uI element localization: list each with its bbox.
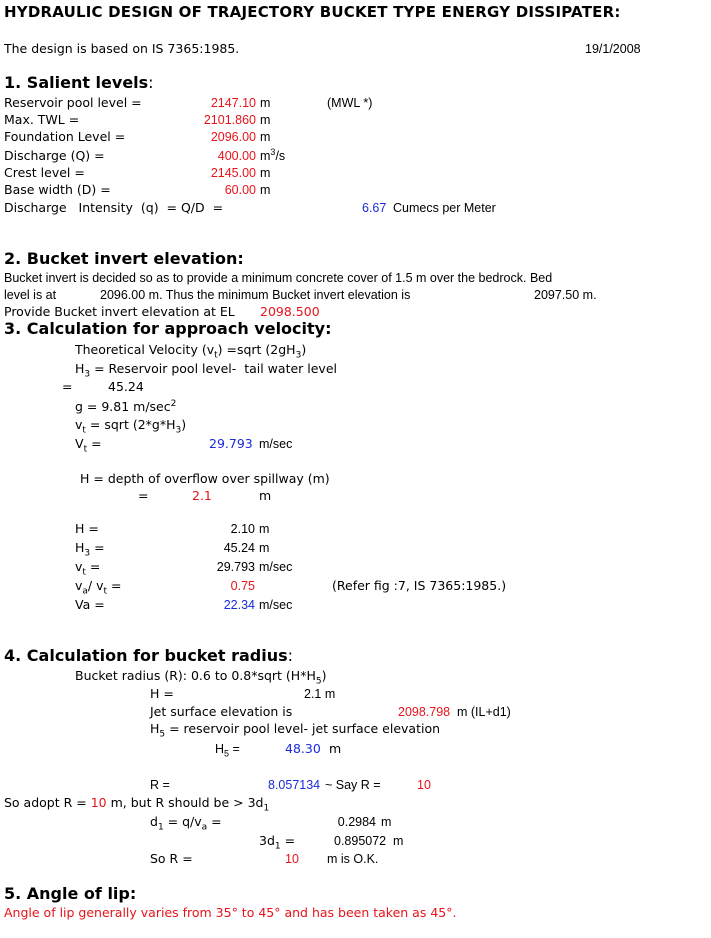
h3-equals-sign: =	[62, 379, 73, 394]
section-1-heading	[4, 75, 154, 91]
d1-label: $d_1 = q/v_a$ =	[150, 814, 222, 833]
overflow-depth-equals: =	[138, 488, 149, 503]
so-r-label: So R =	[150, 851, 193, 866]
summary-h-unit: m	[259, 522, 270, 536]
d1-unit: m	[381, 815, 392, 829]
angle-of-lip-text: Angle of lip generally varies from 35° to 45° and has been taken as 45°.	[4, 905, 457, 920]
max-twl-unit: m	[260, 113, 271, 127]
gravity-definition: g = 9.81 $m/\sec^2$	[75, 398, 177, 414]
discharge-unit: $m^3/s$	[260, 146, 286, 163]
bucket-invert-text-3: Provide Bucket invert elevation at EL	[4, 304, 235, 319]
summary-va-label: Va =	[75, 597, 105, 612]
summary-ratio-label: $v_a/$ $v_t$ =	[75, 578, 122, 597]
h3-value: 45.24	[108, 379, 144, 394]
radius-adopted-value: 10	[417, 778, 431, 792]
document-date: 19/1/2008	[585, 42, 641, 56]
vt-formula: $v_t$ = sqrt $(2*g*H_3)$	[75, 417, 187, 436]
bucket-invert-text-2b: 2096.00 m. Thus the minimum Bucket invert elevation is	[100, 288, 411, 302]
summary-h3-unit: m	[259, 541, 270, 555]
h3-definition: $H_3$ = Reservoir pool level- tail water level	[75, 361, 337, 380]
reservoir-pool-label: Reservoir pool level =	[4, 95, 142, 110]
so-r-value: 10	[285, 852, 299, 866]
jet-surface-value: 2098.798	[398, 705, 451, 719]
max-twl-label: Max. TWL =	[4, 112, 80, 127]
summary-h3-label: $H_3$ =	[75, 540, 105, 559]
design-basis: The design is based on IS 7365:1985.	[4, 41, 240, 56]
radius-h-label: H =	[150, 686, 174, 701]
vt-result-label: $V_t$ =	[75, 436, 102, 455]
section-1-colon: :	[148, 73, 154, 92]
reservoir-pool-value: 2147.10	[210, 96, 256, 110]
min-bucket-invert-value: 2097.50 m.	[534, 288, 597, 302]
section-5-heading: 5. Angle of lip:	[4, 884, 137, 903]
summary-vt-value: 29.793	[216, 560, 255, 574]
overflow-depth-value: 2.1	[192, 488, 212, 503]
vt-result-value: 29.793	[209, 436, 253, 451]
section-1-title: Salient levels	[26, 73, 149, 92]
theoretical-velocity-definition: Theoretical Velocity $(v_t)$ =sqrt $(2gH_3)$	[75, 342, 307, 361]
max-twl-value: 2101.860	[203, 113, 256, 127]
summary-vt-label: $v_t$ =	[75, 559, 101, 578]
radius-say-label: ~ Say R =	[325, 778, 381, 792]
summary-h-label: H =	[75, 521, 99, 536]
summary-vt-unit: m/sec	[259, 560, 293, 574]
discharge-label: Discharge (Q) =	[4, 148, 105, 163]
three-d1-value: 0.895072	[334, 834, 387, 848]
discharge-intensity-value: 6.67	[362, 201, 387, 215]
summary-va-value: 22.34	[223, 598, 255, 612]
summary-ratio-note: (Refer fig :7, IS 7365:1985.)	[332, 578, 507, 593]
section-2-heading: 2. Bucket invert elevation:	[4, 249, 244, 268]
radius-r-label: R =	[150, 778, 170, 792]
base-width-value: 60.00	[224, 183, 256, 197]
base-width-unit: m	[260, 183, 271, 197]
three-d1-label: $3d_1$ =	[259, 833, 296, 852]
section-4-number: 4.	[4, 646, 22, 665]
vt-result-unit: m/sec	[259, 437, 293, 451]
bucket-invert-text-1: Bucket invert is decided so as to provide a minimum concrete cover of 1.5 m over the bedrock. Bed	[4, 271, 553, 285]
section-4-heading	[4, 648, 293, 664]
overflow-depth-definition: H = depth of overflow over spillway (m)	[80, 471, 330, 486]
summary-ratio-value: 0.75	[230, 579, 255, 593]
summary-h-value: 2.10	[230, 522, 255, 536]
reservoir-pool-unit: m	[260, 96, 271, 110]
radius-h-value: 2.1 m	[304, 687, 336, 701]
foundation-level-value: 2096.00	[210, 130, 256, 144]
overflow-depth-unit: m	[259, 488, 272, 503]
so-r-conclusion: m is O.K.	[327, 852, 379, 866]
d1-value: 0.2984	[337, 815, 376, 829]
three-d1-unit: m	[393, 834, 404, 848]
mwl-note: (MWL *)	[327, 96, 373, 110]
crest-level-label: Crest level =	[4, 165, 85, 180]
crest-level-value: 2145.00	[210, 166, 256, 180]
adopt-radius-text: So adopt R = 10 m, but R should be > $3d_1$	[4, 795, 270, 814]
discharge-intensity-unit: Cumecs per Meter	[393, 201, 496, 215]
h5-unit: m	[329, 741, 342, 756]
crest-level-unit: m	[260, 166, 271, 180]
base-width-label: Base width (D) =	[4, 182, 111, 197]
jet-surface-label: Jet surface elevation is	[150, 704, 293, 719]
section-3-heading: 3. Calculation for approach velocity:	[4, 319, 332, 338]
h5-definition: $H_5$ = reservoir pool level- jet surface elevation	[150, 721, 441, 740]
discharge-intensity-label: Discharge Intensity (q) = Q/D =	[4, 200, 224, 215]
jet-surface-unit: m (IL+d1)	[457, 705, 511, 719]
section-4-title: Calculation for bucket radius	[26, 646, 288, 665]
section-4-colon: :	[287, 646, 294, 665]
h5-label: $H_5$ =	[215, 742, 240, 759]
summary-va-unit: m/sec	[259, 598, 293, 612]
summary-h3-value: 45.24	[223, 541, 255, 555]
discharge-value: 400.00	[217, 149, 256, 163]
foundation-level-label: Foundation Level =	[4, 129, 126, 144]
section-1-number: 1.	[4, 73, 22, 92]
bucket-invert-text-2a: level is at	[4, 288, 57, 302]
bucket-invert-elevation-value: 2098.500	[260, 304, 320, 319]
foundation-level-unit: m	[260, 130, 271, 144]
radius-r-value: 8.057134	[268, 778, 321, 792]
h5-value: 48.30	[285, 741, 321, 756]
page-title: HYDRAULIC DESIGN OF TRAJECTORY BUCKET TYPE ENERGY DISSIPATER:	[4, 3, 621, 21]
bucket-radius-definition: Bucket radius (R): 0.6 to 0.8*sqrt $(H*H_5)$	[75, 668, 327, 687]
